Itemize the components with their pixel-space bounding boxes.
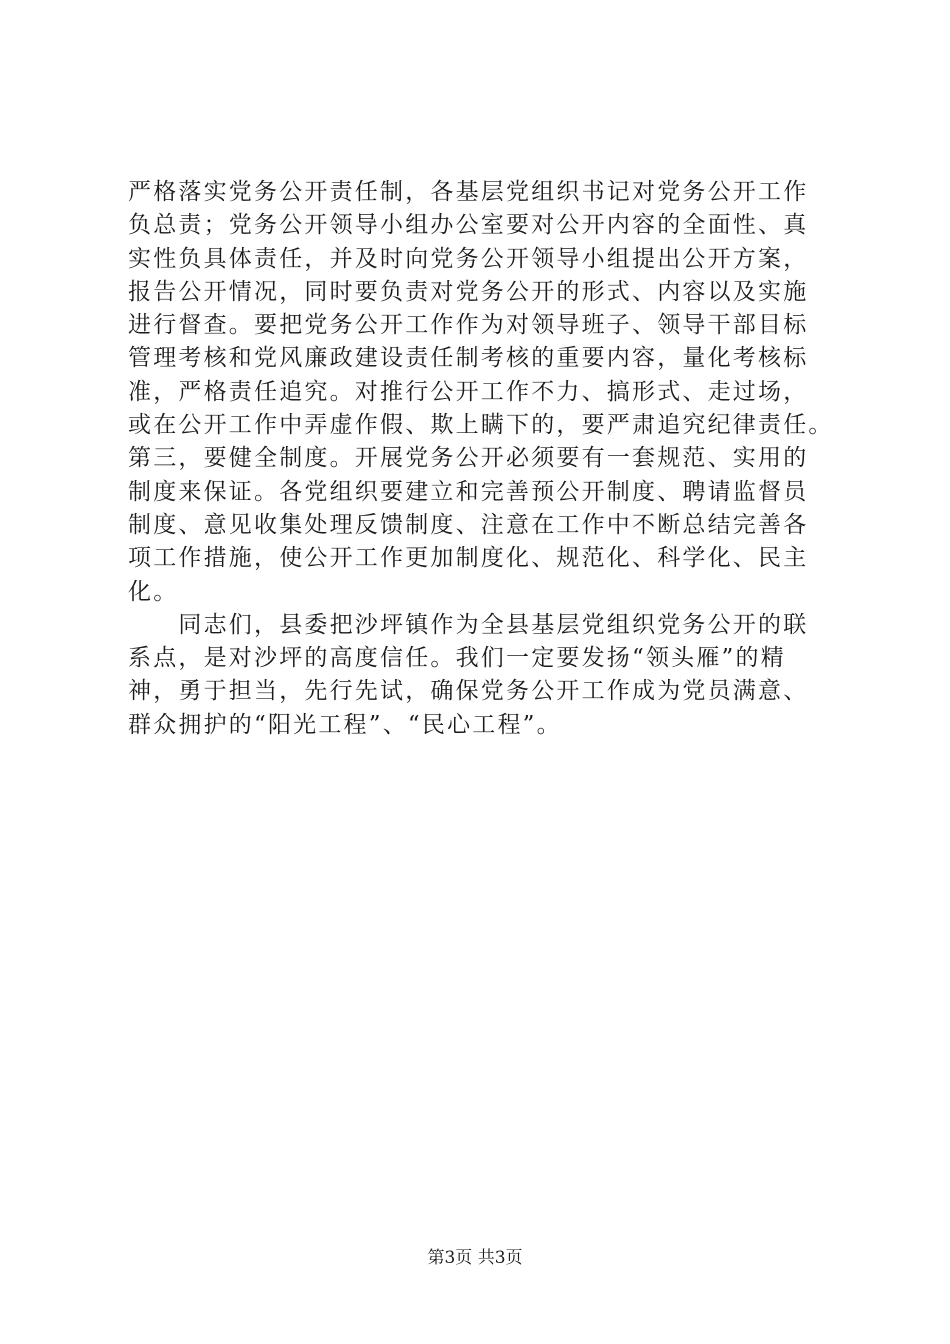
text-line: 群众拥护的“阳光工程”、“民心工程”。 [128,711,562,738]
text-line: 第三，要健全制度。开展党务公开必须要有一套规范、实用的 [128,445,809,472]
text-line: 报告公开情况，同时要负责对党务公开的形式、内容以及实施 [128,278,809,305]
text-line: 管理考核和党风廉政建设责任制考核的重要内容，量化考核标 [128,345,809,372]
text-line: 神，勇于担当，先行先试，确保党务公开工作成为党员满意、 [128,678,809,705]
text-line: 化。 [128,578,179,605]
text-line: 或在公开工作中弄虚作假、欺上瞒下的，要严肃追究纪律责任。 [128,412,834,439]
text-line: 负总责；党务公开领导小组办公室要对公开内容的全面性、真 [128,212,809,239]
text-line: 系点，是对沙坪的高度信任。我们一定要发扬“领头雁”的精 [128,645,786,672]
text-line: 同志们，县委把沙坪镇作为全县基层党组织党务公开的联 [128,611,809,638]
text-line: 制度、意见收集处理反馈制度、注意在工作中不断总结完善各 [128,511,809,538]
text-line: 制度来保证。各党组织要建立和完善预公开制度、聘请监督员 [128,478,809,505]
text-line: 进行督查。要把党务公开工作作为对领导班子、领导干部目标 [128,312,809,339]
text-line: 准，严格责任追究。对推行公开工作不力、搞形式、走过场， [128,378,809,405]
text-line: 项工作措施，使公开工作更加制度化、规范化、科学化、民主 [128,545,809,572]
text-line: 实性负具体责任，并及时向党务公开领导小组提出公开方案， [128,245,809,272]
page-number-footer: 第3页 共3页 [427,1248,523,1268]
body-text [128,176,834,742]
text-line: 严格落实党务公开责任制，各基层党组织书记对党务公开工作 [128,179,809,205]
